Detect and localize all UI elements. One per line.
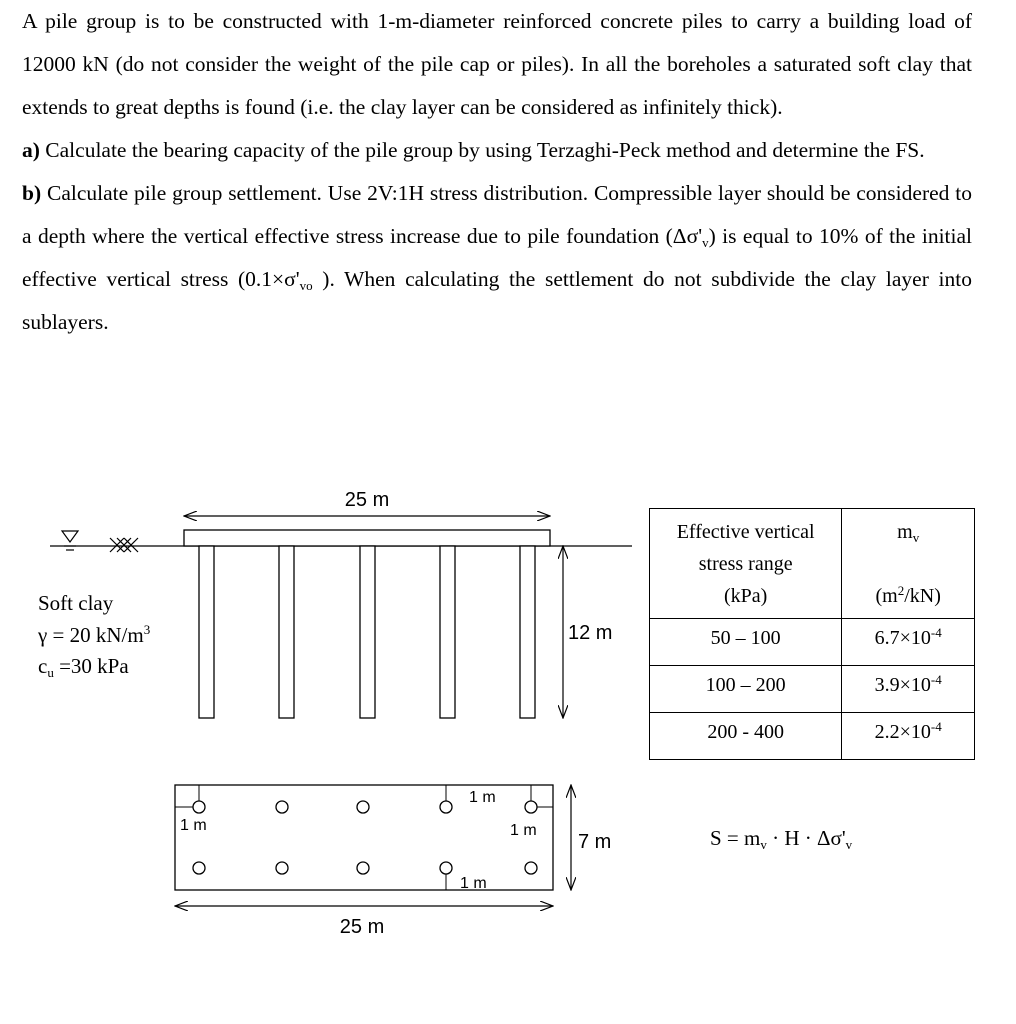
- part-b: [22, 172, 972, 344]
- pile-plan: [440, 801, 452, 813]
- header-stress-range: Effective vertical stress range (kPa): [650, 509, 842, 619]
- plan-outline: [175, 785, 553, 890]
- part-b-sub-vo: vo: [299, 278, 313, 293]
- part-b-sub-v: v: [702, 235, 709, 250]
- table-row: [650, 619, 975, 666]
- settlement-formula: $S = m_v \cdot H \cdot \Delta\sigma'_v$: [710, 826, 853, 852]
- piles-elevation: [199, 546, 535, 718]
- spacing-label-bottom: 1 m: [460, 875, 487, 892]
- pile-plan: [193, 862, 205, 874]
- stress-range-cell: 100 – 200: [650, 666, 842, 713]
- table-row: [650, 666, 975, 713]
- part-a-text: Calculate the bearing capacity of the pile group by using Terzaghi-Peck method and determine the FS.: [39, 138, 925, 162]
- pile-plan: [276, 801, 288, 813]
- problem-intro: A pile group is to be constructed with 1-m-diameter reinforced concrete piles to carry a building load of 12000 kN (do not consider the weight of the pile cap or piles). In all the boreholes a saturated soft clay that extends to great depths is found (i.e. the clay layer can be considered as infinitely thick).: [22, 9, 972, 119]
- spacing-label-right: 1 m: [510, 822, 537, 839]
- part-b-text-1: Calculate pile group settlement. Use 2V:1H stress distribution. Compressible layer should be considered to a depth where the vertical effective stress increase due to pile foundation (Δσ': [22, 181, 972, 248]
- table-row: [650, 713, 975, 760]
- pile-plan: [525, 862, 537, 874]
- pile-plan: [357, 801, 369, 813]
- piles-plan: [193, 801, 537, 874]
- pile: [520, 546, 535, 718]
- part-b-text-2: ) is equal to 10% of the initial effective vertical stress (0.1×σ': [22, 224, 972, 291]
- mv-table: [649, 508, 975, 760]
- soil-gamma: γ = 20 $kN/m^3$: [38, 622, 151, 647]
- pile: [199, 546, 214, 718]
- soil-cu: cu =30 kPa: [38, 654, 129, 680]
- header-mv: $m_v$ $(m^2/kN)$: [842, 509, 975, 619]
- pile-plan: [440, 862, 452, 874]
- pile-plan: [525, 801, 537, 813]
- pile-plan: [357, 862, 369, 874]
- problem-statement: [22, 0, 972, 344]
- pile: [440, 546, 455, 718]
- stress-range-cell: 200 - 400: [650, 713, 842, 760]
- spacing-label-left: 1 m: [180, 817, 207, 834]
- part-a: [22, 129, 972, 172]
- pile-plan: [193, 801, 205, 813]
- pile: [360, 546, 375, 718]
- pile-plan: [276, 862, 288, 874]
- soil-hatch-icon: [110, 538, 138, 552]
- pile: [279, 546, 294, 718]
- pile-cap: [184, 530, 550, 546]
- mv-table-header: [650, 509, 975, 619]
- stress-range-cell: 50 – 100: [650, 619, 842, 666]
- mv-value-cell: $2.2\times 10^{-4}$: [842, 713, 975, 760]
- spacing-label-top: 1 m: [469, 789, 496, 806]
- plan-width-label: 25 m: [339, 916, 385, 938]
- water-table-icon: [62, 531, 78, 550]
- mv-value-cell: $3.9\times 10^{-4}$: [842, 666, 975, 713]
- soil-name: Soft clay: [38, 591, 114, 615]
- part-b-label: b): [22, 181, 42, 205]
- edge-distance-markers: [175, 785, 553, 890]
- part-b-text-3: ). When calculating the settlement do not subdivide the clay layer into sublayers.: [22, 267, 972, 334]
- part-a-label: a): [22, 138, 40, 162]
- plan-depth-label: 7 m: [578, 831, 612, 853]
- pile-length-label: 12 m: [568, 622, 613, 644]
- mv-value-cell: $6.7\times 10^{-4}$: [842, 619, 975, 666]
- cap-width-label: 25 m: [344, 489, 390, 511]
